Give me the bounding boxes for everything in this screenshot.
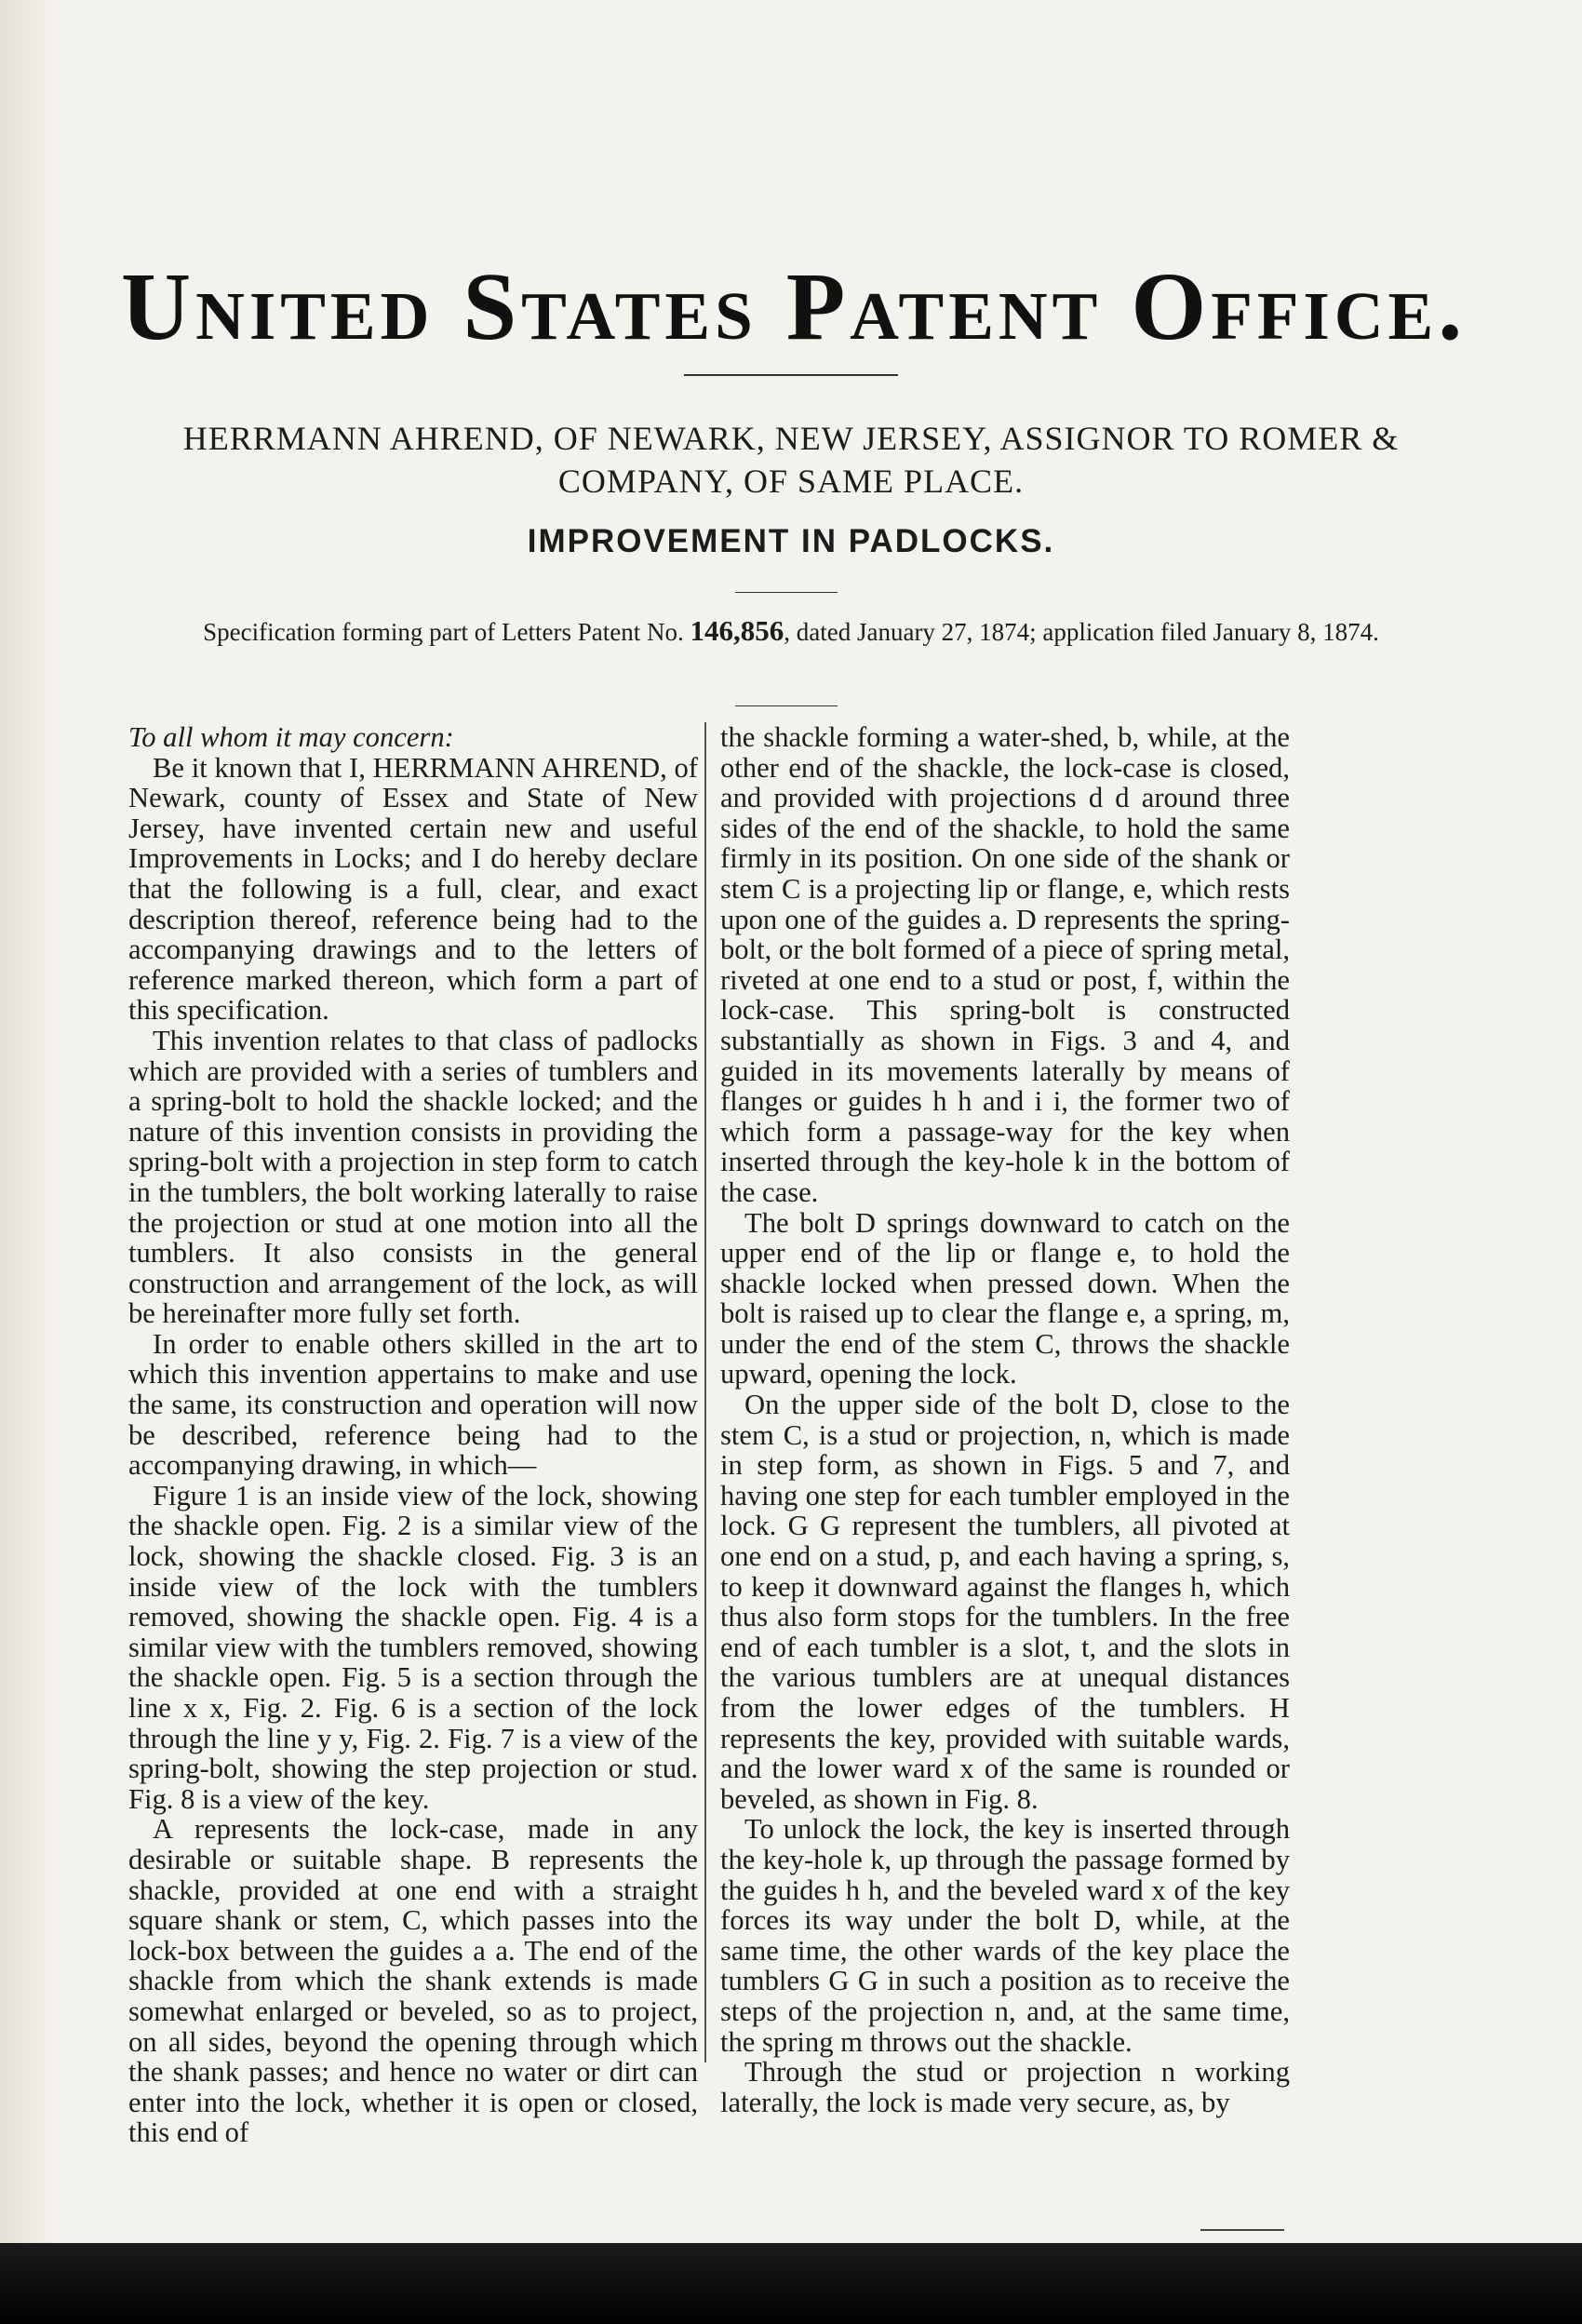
right-column xyxy=(720,722,1290,2117)
paragraph: Through the stud or projection n working laterally, the lock is made very secure, as, by xyxy=(720,2056,1290,2118)
paragraph: On the upper side of the bolt D, close to the stem C, is a stud or projection, n, which is made in step form, as shown in Figs. 5 and 7, and having one step for each tumbler employed in the lock. G G represent the tumblers, all pivoted at one end on a stud, p, and each having a spring, s, to keep it downward against the flanges h, which thus also form stops for the tumblers. In the free end of each tumbler is a slot, t, and the slots in the various tumblers are at unequal distances from the lower edges of the tumblers. H represents the key, provided with suitable wards, and the lower ward x of the same is rounded or beveled, as shown in Fig. 8. xyxy=(720,1389,1290,1815)
paragraph: the shackle forming a water-shed, b, while, at the other end of the shackle, the lock-case is closed, and provided with projections d d around three sides of the end of the shackle, to hold the same firmly in its position. On one side of the shank or stem C is a projecting lip or flange, e, which rests upon one of the guides a. D represents the spring-bolt, or the bolt formed of a piece of spring metal, riveted at one end to a stud or post, f, within the lock-case. This spring-bolt is constructed substantially as shown in Figs. 3 and 4, and guided in its movements laterally by means of flanges or guides h h and i i, the former two of which form a passage-way for the key when inserted through the key-hole k in the bottom of the case. xyxy=(720,721,1290,1208)
office-title: United States Patent Office. xyxy=(121,253,1468,360)
improvement-title: IMPROVEMENT IN PADLOCKS. xyxy=(527,523,1055,559)
paragraph: The bolt D springs downward to catch on the upper end of the lip or flange e, to hold the shackle locked when pressed down. When the bolt is raised up to clear the flange e, a spring, m, under the end of the stem C, throws the shackle upward, opening the lock. xyxy=(720,1206,1290,1390)
scan-mark xyxy=(1200,2229,1284,2231)
assignor-line: HERRMANN AHREND, OF NEWARK, NEW JERSEY, ASSIGNOR TO ROMER & COMPANY, OF SAME PLACE. xyxy=(182,420,1400,500)
paragraph: To unlock the lock, the key is inserted through the key-hole k, up through the passage formed by the guides h h, and the beveled ward x of the key forces its way under the bolt D, while, at the same time, the other wards of the key place the tumblers G G in such a position as to receive the steps of the projection n, and, at the same time, the spring m throws out the shackle. xyxy=(720,1813,1290,2058)
paragraph: Be it known that I, HERRMANN AHREND, of Newark, county of Essex and State of New Jersey, have invented certain new and useful Improvements in Locks; and I do hereby declare that the following is a full, clear, and exact description thereof, reference being had to the accompanying drawings and to the letters of reference marked thereon, which form a part of this specification. xyxy=(128,751,698,1027)
scan-edge-shadow xyxy=(0,0,56,2324)
column-divider xyxy=(704,722,706,2062)
scan-bottom-bar xyxy=(0,2243,1582,2324)
spec-rule xyxy=(735,705,838,706)
title-rule xyxy=(684,374,898,376)
left-column xyxy=(128,722,698,2148)
paragraph: This invention relates to that class of padlocks which are provided with a series of tumblers and a spring-bolt to hold the shackle locked; and the nature of this invention consists in providing the spring-bolt with a projection in step form to catch in the tumblers, the bolt working laterally to raise the projection or stud at one motion into all the tumblers. It also consists in the general construction and arrangement of the lock, as will be hereinafter more fully set forth. xyxy=(128,1024,698,1330)
paragraph: In order to enable others skilled in the art to which this invention appertains to make and use the same, its construction and operation will now be described, reference being had to the accompanying drawing, in which— xyxy=(128,1327,698,1482)
improvement-rule xyxy=(735,592,838,593)
spec-suffix: , dated January 27, 1874; application filed January 8, 1874. xyxy=(784,618,1379,646)
specification-line xyxy=(168,612,1414,651)
paragraph: A represents the lock-case, made in any desirable or suitable shape. B represents the shackle, provided at one end with a straight square shank or stem, C, which passes into the lock-box between the guides a a. The end of the shackle from which the shank extends is made somewhat enlarged or beveled, so as to project, on all sides, beyond the opening through which the shank passes; and hence no water or dirt can enter into the lock, whether it is open or closed, this end of xyxy=(128,1813,698,2149)
paragraph: Figure 1 is an inside view of the lock, showing the shackle open. Fig. 2 is a similar view of the lock, showing the shackle closed. Fig. 3 is an inside view of the lock with the tumblers removed, showing the shackle open. Fig. 4 is a similar view with the tumblers removed, showing the shackle open. Fig. 5 is a section through the line x x, Fig. 2. Fig. 6 is a section of the lock through the line y y, Fig. 2. Fig. 7 is a view of the spring-bolt, showing the step projection or stud. Fig. 8 is a view of the key. xyxy=(128,1479,698,1815)
salutation: To all whom it may concern: xyxy=(128,721,454,753)
spec-prefix: Specification forming part of Letters Patent No. xyxy=(203,618,684,646)
patent-number: 146,856 xyxy=(690,614,784,647)
